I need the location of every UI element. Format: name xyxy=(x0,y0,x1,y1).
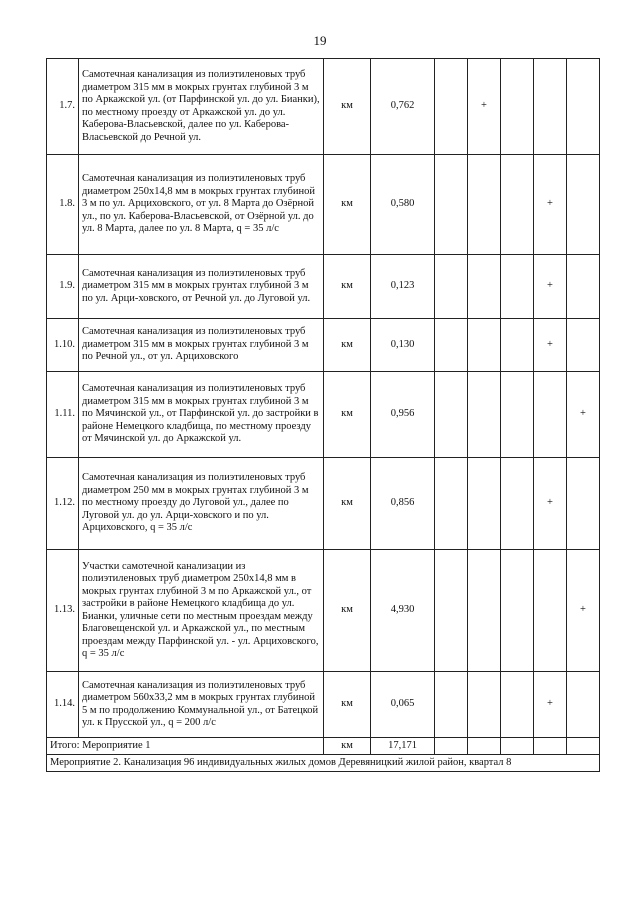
schedule-mark xyxy=(567,155,600,255)
measures-table xyxy=(46,58,600,772)
schedule-mark xyxy=(468,550,501,672)
schedule-mark: + xyxy=(534,255,567,319)
schedule-mark: + xyxy=(534,458,567,550)
schedule-mark xyxy=(435,550,468,672)
row-number: 1.14. xyxy=(47,672,79,738)
schedule-mark xyxy=(468,672,501,738)
schedule-mark: + xyxy=(567,372,600,458)
schedule-mark xyxy=(435,59,468,155)
table-row xyxy=(47,672,600,738)
table-row xyxy=(47,319,600,372)
schedule-mark xyxy=(567,458,600,550)
row-description: Участки самотечной канализации из полиэтиленовых труб диаметром 250х14,8 мм в мокрых грунтах глубиной 3 м по Аркажской ул., от застройки в районе Немецкого кладбища до ул. Бианки, уличные сети по местным проездам между Благовещенской ул. и Аркажской ул., по местным проездам между Парфинской ул. - ул. Арциховского, q = 35 л/с xyxy=(79,550,324,672)
schedule-mark xyxy=(501,155,534,255)
schedule-mark xyxy=(435,319,468,372)
row-number: 1.7. xyxy=(47,59,79,155)
section-header: Мероприятие 2. Канализация 96 индивидуальных жилых домов Деревяницкий жилой район, квартал 8 xyxy=(47,755,600,772)
row-unit: км xyxy=(324,372,371,458)
row-description: Самотечная канализация из полиэтиленовых труб диаметром 250 мм в мокрых грунтах глубиной 3 м по местному проезду до Луговой ул., далее по Луговой ул. до ул. Арци-ховского и по ул. Арциховского, q = 35 л/с xyxy=(79,458,324,550)
schedule-mark: + xyxy=(567,550,600,672)
schedule-mark: + xyxy=(468,59,501,155)
row-quantity: 0,123 xyxy=(371,255,435,319)
schedule-mark xyxy=(501,319,534,372)
row-unit: км xyxy=(324,255,371,319)
schedule-empty-cell xyxy=(501,738,534,755)
table-row xyxy=(47,458,600,550)
schedule-mark xyxy=(534,372,567,458)
schedule-mark xyxy=(501,458,534,550)
row-description: Самотечная канализация из полиэтиленовых труб диаметром 315 мм в мокрых грунтах глубиной 3 м по Аркажской ул. (от Парфинской ул. до ул. Бианки), по местному проезду от Аркажской ул. до ул. Каберова-Власьевской, далее по ул. Каберова-Власьевской до Речной ул. xyxy=(79,59,324,155)
schedule-mark xyxy=(468,319,501,372)
table-row xyxy=(47,59,600,155)
row-description: Самотечная канализация из полиэтиленовых труб диаметром 315 мм в мокрых грунтах глубиной 3 м по Речной ул., от ул. Арциховского xyxy=(79,319,324,372)
schedule-mark xyxy=(501,672,534,738)
schedule-mark xyxy=(567,255,600,319)
schedule-mark xyxy=(501,59,534,155)
schedule-mark xyxy=(435,372,468,458)
schedule-mark xyxy=(534,59,567,155)
row-number: 1.12. xyxy=(47,458,79,550)
row-description: Самотечная канализация из полиэтиленовых труб диаметром 315 мм в мокрых грунтах глубиной 3 м по Мячинской ул., от Парфинской ул. до застройки в районе Немецкого кладбища, по местному проезду от Мячинской ул. до Аркажской ул. xyxy=(79,372,324,458)
row-number: 1.8. xyxy=(47,155,79,255)
row-quantity: 0,856 xyxy=(371,458,435,550)
row-description: Самотечная канализация из полиэтиленовых труб диаметром 250х14,8 мм в мокрых грунтах глубиной 3 м по ул. Арциховского, от ул. 8 Марта до Озёрной ул., по ул. Каберова-Власьевской, от Озёрной ул. до ул. 8 Марта, далее по ул. 8 Марта, q = 35 л/с xyxy=(79,155,324,255)
schedule-mark xyxy=(501,550,534,672)
row-number: 1.13. xyxy=(47,550,79,672)
row-unit: км xyxy=(324,319,371,372)
page-number: 19 xyxy=(313,33,327,48)
table-row xyxy=(47,255,600,319)
row-quantity: 0,956 xyxy=(371,372,435,458)
total-quantity: 17,171 xyxy=(371,738,435,755)
schedule-empty-cell xyxy=(435,738,468,755)
schedule-mark xyxy=(435,255,468,319)
schedule-mark xyxy=(468,255,501,319)
schedule-mark xyxy=(468,155,501,255)
table-row xyxy=(47,372,600,458)
row-unit: км xyxy=(324,59,371,155)
schedule-mark xyxy=(567,59,600,155)
schedule-empty-cell xyxy=(567,738,600,755)
row-quantity: 0,580 xyxy=(371,155,435,255)
table-row xyxy=(47,550,600,672)
schedule-mark: + xyxy=(534,155,567,255)
row-quantity: 0,065 xyxy=(371,672,435,738)
total-label: Итого: Мероприятие 1 xyxy=(47,738,324,755)
table-row xyxy=(47,155,600,255)
row-unit: км xyxy=(324,550,371,672)
schedule-mark xyxy=(567,672,600,738)
schedule-mark xyxy=(435,155,468,255)
row-number: 1.9. xyxy=(47,255,79,319)
schedule-mark xyxy=(534,550,567,672)
row-quantity: 0,130 xyxy=(371,319,435,372)
row-description: Самотечная канализация из полиэтиленовых труб диаметром 315 мм в мокрых грунтах глубиной 3 м по ул. Арци-ховского, от Речной ул. до Луговой ул. xyxy=(79,255,324,319)
row-description: Самотечная канализация из полиэтиленовых труб диаметром 560х33,2 мм в мокрых грунтах глубиной 5 м по продолжению Коммунальной ул., от Батецкой ул. к Прусской ул., q = 200 л/с xyxy=(79,672,324,738)
schedule-mark xyxy=(501,372,534,458)
schedule-mark: + xyxy=(534,672,567,738)
total-unit: км xyxy=(324,738,371,755)
schedule-mark xyxy=(468,458,501,550)
schedule-mark: + xyxy=(534,319,567,372)
schedule-mark xyxy=(468,372,501,458)
row-quantity: 0,762 xyxy=(371,59,435,155)
row-number: 1.11. xyxy=(47,372,79,458)
row-unit: км xyxy=(324,458,371,550)
row-unit: км xyxy=(324,155,371,255)
schedule-mark xyxy=(435,458,468,550)
row-unit: км xyxy=(324,672,371,738)
row-quantity: 4,930 xyxy=(371,550,435,672)
schedule-mark xyxy=(501,255,534,319)
total-row xyxy=(47,738,600,755)
schedule-mark xyxy=(435,672,468,738)
table-body xyxy=(47,59,600,772)
section-header-row xyxy=(47,755,600,772)
schedule-empty-cell xyxy=(468,738,501,755)
schedule-mark xyxy=(567,319,600,372)
schedule-empty-cell xyxy=(534,738,567,755)
row-number: 1.10. xyxy=(47,319,79,372)
